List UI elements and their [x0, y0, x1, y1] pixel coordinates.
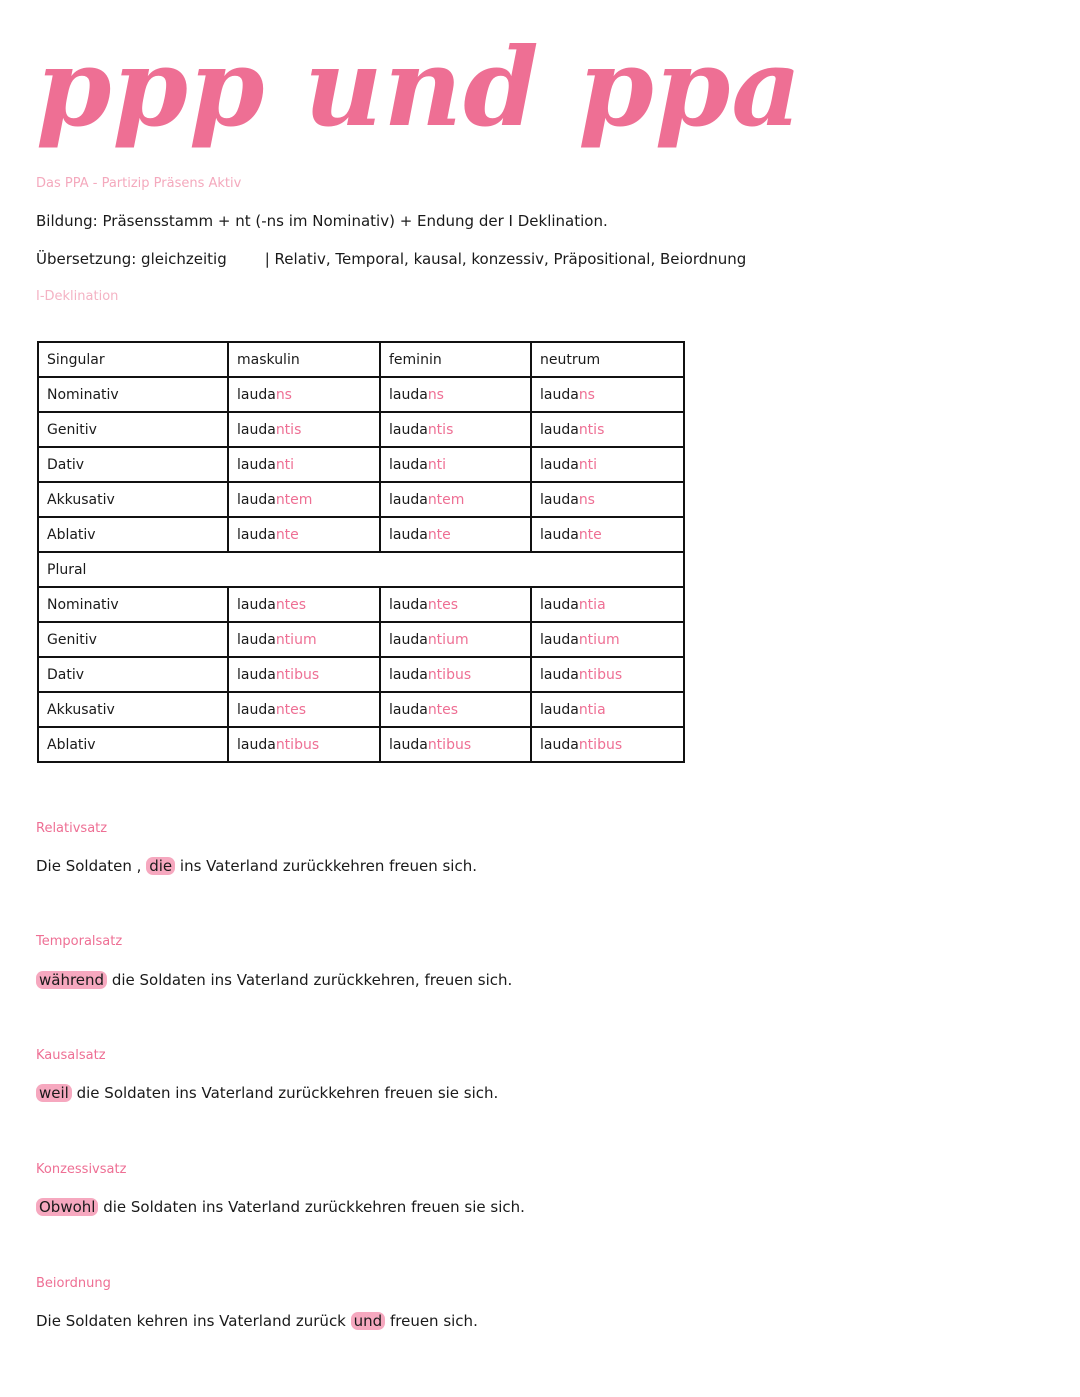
word-ending: ns	[427, 386, 444, 403]
kausalsatz-label: Kausalsatz	[36, 1048, 106, 1063]
form-cell	[228, 657, 380, 692]
table-row	[38, 727, 684, 762]
temporalsatz-sentence	[36, 971, 512, 989]
beiordnung-sentence	[36, 1312, 478, 1330]
highlighted-word: Obwohl	[36, 1198, 98, 1216]
form-cell	[531, 517, 684, 552]
temporalsatz-label: Temporalsatz	[36, 934, 123, 949]
header-feminin: feminin	[380, 342, 531, 377]
declension-table	[37, 341, 685, 763]
plural-label: Plural	[38, 552, 684, 587]
case-name: Akkusativ	[38, 692, 228, 727]
relativsatz-label: Relativsatz	[36, 821, 108, 836]
form-cell	[380, 657, 531, 692]
form-cell	[228, 377, 380, 412]
case-name: Ablativ	[38, 517, 228, 552]
word-ending: ntis	[427, 421, 454, 438]
word-ending: ntia	[578, 596, 606, 613]
word-stem: lauda	[237, 456, 276, 473]
word-ending: ntia	[578, 701, 606, 718]
form-cell	[531, 692, 684, 727]
page-title: ppp und ppa	[36, 25, 803, 151]
word-stem: lauda	[237, 736, 276, 753]
form-cell	[380, 727, 531, 762]
word-ending: ntis	[578, 421, 605, 438]
word-ending: ntium	[275, 631, 317, 648]
word-stem: lauda	[237, 386, 276, 403]
konzessivsatz-label: Konzessivsatz	[36, 1162, 127, 1177]
word-ending: nte	[427, 526, 451, 543]
form-cell	[380, 412, 531, 447]
konzessivsatz-sentence	[36, 1198, 525, 1216]
form-cell	[228, 587, 380, 622]
word-stem: lauda	[540, 421, 579, 438]
form-cell	[228, 482, 380, 517]
sentence-text: Die Soldaten ,	[36, 857, 142, 875]
case-name: Akkusativ	[38, 482, 228, 517]
table-row	[38, 517, 684, 552]
word-stem: lauda	[540, 701, 579, 718]
table-row	[38, 482, 684, 517]
form-cell	[531, 587, 684, 622]
word-ending: ntem	[275, 491, 313, 508]
declension-label: I-Deklination	[36, 289, 119, 304]
word-stem: lauda	[540, 526, 579, 543]
word-stem: lauda	[237, 631, 276, 648]
highlighted-word: und	[351, 1312, 386, 1330]
highlighted-word: die	[146, 857, 175, 875]
sentence-text: freuen sich.	[385, 1312, 478, 1330]
word-stem: lauda	[540, 386, 579, 403]
form-cell	[531, 412, 684, 447]
word-ending: nti	[578, 456, 598, 473]
form-cell	[228, 622, 380, 657]
table-row	[38, 412, 684, 447]
header-maskulin: maskulin	[228, 342, 380, 377]
case-name: Dativ	[38, 657, 228, 692]
word-ending: nti	[427, 456, 447, 473]
form-cell	[531, 622, 684, 657]
word-stem: lauda	[389, 456, 428, 473]
highlighted-word: während	[36, 971, 107, 989]
form-cell	[531, 727, 684, 762]
sentence-text: die Soldaten ins Vaterland zurückkehren freuen sie sich.	[98, 1198, 525, 1216]
word-stem: lauda	[540, 736, 579, 753]
word-stem: lauda	[389, 596, 428, 613]
form-cell	[380, 692, 531, 727]
word-stem: lauda	[389, 526, 428, 543]
sentence-text: die Soldaten ins Vaterland zurückkehren, freuen sich.	[107, 971, 513, 989]
uebersetzung-types: | Relativ, Temporal, kausal, konzessiv, Präpositional, Beiordnung	[264, 250, 747, 268]
case-name: Dativ	[38, 447, 228, 482]
word-stem: lauda	[540, 666, 579, 683]
form-cell	[531, 377, 684, 412]
form-cell	[228, 692, 380, 727]
sentence-text: die Soldaten ins Vaterland zurückkehren freuen sie sich.	[71, 1084, 499, 1102]
word-stem: lauda	[237, 421, 276, 438]
word-stem: lauda	[237, 666, 276, 683]
kausalsatz-sentence	[36, 1084, 498, 1102]
word-stem: lauda	[237, 596, 276, 613]
word-ending: ntibus	[578, 736, 623, 753]
word-ending: ntibus	[427, 736, 472, 753]
word-ending: ntium	[427, 631, 469, 648]
highlighted-word: weil	[36, 1084, 72, 1102]
plural-row	[38, 552, 684, 587]
word-stem: lauda	[540, 596, 579, 613]
form-cell	[531, 482, 684, 517]
table-header-row	[38, 342, 684, 377]
form-cell	[228, 727, 380, 762]
form-cell	[380, 587, 531, 622]
word-stem: lauda	[237, 701, 276, 718]
word-stem: lauda	[389, 666, 428, 683]
header-singular: Singular	[38, 342, 228, 377]
table-row	[38, 377, 684, 412]
word-ending: ntes	[427, 596, 459, 613]
form-cell	[531, 657, 684, 692]
form-cell	[228, 517, 380, 552]
header-neutrum: neutrum	[531, 342, 684, 377]
word-stem: lauda	[540, 456, 579, 473]
case-name: Nominativ	[38, 587, 228, 622]
sentence-text: ins Vaterland zurückkehren freuen sich.	[175, 857, 477, 875]
form-cell	[228, 447, 380, 482]
word-ending: ntes	[275, 596, 307, 613]
word-ending: ns	[275, 386, 292, 403]
uebersetzung-label: Übersetzung: gleichzeitig	[36, 250, 227, 268]
word-stem: lauda	[540, 491, 579, 508]
bildung-line: Bildung: Präsensstamm + nt (-ns im Nominativ) + Endung der I Deklination.	[36, 212, 608, 230]
word-ending: ntium	[578, 631, 620, 648]
form-cell	[531, 447, 684, 482]
sentence-text: Die Soldaten kehren ins Vaterland zurück	[36, 1312, 351, 1330]
word-ending: ntem	[427, 491, 465, 508]
word-ending: nte	[578, 526, 602, 543]
form-cell	[380, 447, 531, 482]
word-ending: ntibus	[275, 666, 320, 683]
word-stem: lauda	[389, 736, 428, 753]
uebersetzung-line	[36, 250, 746, 268]
table-row	[38, 692, 684, 727]
word-ending: nti	[275, 456, 295, 473]
word-stem: lauda	[389, 631, 428, 648]
case-name: Genitiv	[38, 412, 228, 447]
word-ending: ntis	[275, 421, 302, 438]
table-row	[38, 587, 684, 622]
word-ending: ntes	[275, 701, 307, 718]
word-ending: ns	[578, 491, 595, 508]
word-ending: ntes	[427, 701, 459, 718]
form-cell	[228, 412, 380, 447]
table-row	[38, 657, 684, 692]
word-stem: lauda	[389, 386, 428, 403]
word-stem: lauda	[389, 701, 428, 718]
word-ending: ns	[578, 386, 595, 403]
word-stem: lauda	[389, 491, 428, 508]
table-row	[38, 447, 684, 482]
beiordnung-label: Beiordnung	[36, 1276, 111, 1291]
word-ending: ntibus	[275, 736, 320, 753]
word-stem: lauda	[389, 421, 428, 438]
table-row	[38, 622, 684, 657]
word-ending: nte	[275, 526, 299, 543]
case-name: Ablativ	[38, 727, 228, 762]
form-cell	[380, 377, 531, 412]
word-stem: lauda	[237, 526, 276, 543]
word-stem: lauda	[540, 631, 579, 648]
form-cell	[380, 517, 531, 552]
case-name: Genitiv	[38, 622, 228, 657]
word-stem: lauda	[237, 491, 276, 508]
form-cell	[380, 622, 531, 657]
word-ending: ntibus	[578, 666, 623, 683]
form-cell	[380, 482, 531, 517]
relativsatz-sentence	[36, 857, 477, 875]
subtitle: Das PPA - Partizip Präsens Aktiv	[36, 176, 242, 191]
word-ending: ntibus	[427, 666, 472, 683]
case-name: Nominativ	[38, 377, 228, 412]
